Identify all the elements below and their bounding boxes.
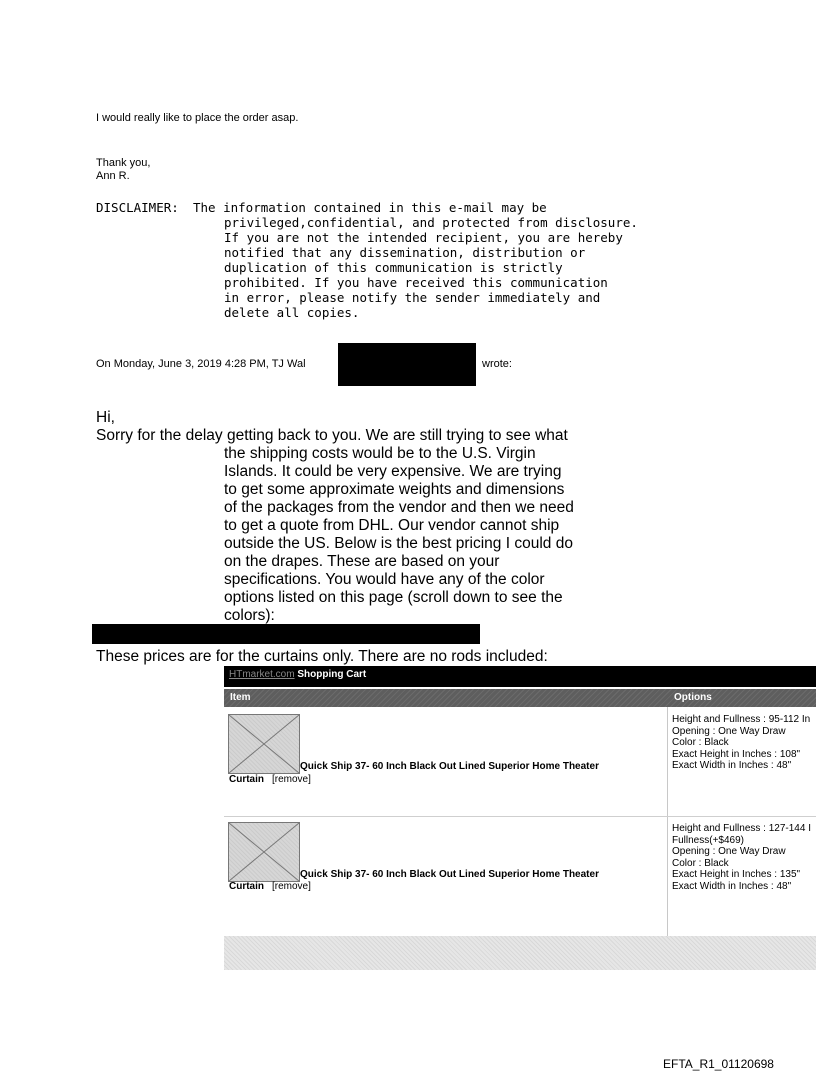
disclaimer-line: prohibited. If you have received this communication [224, 275, 608, 290]
body-line: to get some approximate weights and dimensions [224, 481, 565, 498]
sign-thanks: Thank you, [96, 157, 151, 169]
product-name[interactable]: Quick Ship 37- 60 Inch Black Out Lined Superior Home Theater [300, 869, 599, 880]
body-line: of the packages from the vendor and then we need [224, 499, 574, 516]
image-placeholder-icon [229, 715, 299, 773]
product-thumbnail[interactable] [228, 714, 300, 774]
body-line: to get a quote from DHL. Our vendor cannot ship [224, 517, 560, 534]
body-line: Sorry for the delay getting back to you. We are still trying to see what [96, 427, 568, 444]
col-options-header: Options [674, 692, 712, 703]
quote-header-suffix: wrote: [482, 358, 512, 370]
cart-title-text: Shopping Cart [297, 669, 367, 680]
option-line: Fullness(+$469) [672, 834, 744, 846]
option-line: Exact Height in Inches : 108" [672, 748, 801, 760]
redaction-box [92, 624, 480, 644]
option-line: Exact Width in Inches : 48" [672, 880, 792, 892]
product-thumbnail[interactable] [228, 822, 300, 882]
option-line: Height and Fullness : 127-144 I [672, 823, 811, 834]
body-line: colors): [224, 607, 275, 624]
body-line: on the drapes. These are based on your [224, 553, 500, 570]
disclaimer-line: delete all copies. [224, 305, 360, 320]
document-id: EFTA_R1_01120698 [663, 1057, 774, 1071]
disclaimer-line: in error, please notify the sender immediately and [224, 290, 601, 305]
disclaimer-line: notified that any dissemination, distribution or [224, 245, 586, 260]
cart-brand-link[interactable]: HTmarket.com [229, 669, 295, 680]
disclaimer-line: The information contained in this e-mail may be [193, 200, 547, 215]
cart-row [224, 707, 816, 817]
item-options [672, 714, 810, 772]
disclaimer-line: duplication of this communication is strictly [224, 260, 563, 275]
cart-column-header [224, 689, 816, 707]
body-line: options listed on this page (scroll down to see the [224, 589, 563, 606]
intro-line: I would really like to place the order asap. [96, 112, 299, 124]
option-line: Color : Black [672, 857, 729, 869]
option-line: Exact Height in Inches : 135" [672, 869, 801, 880]
remove-link[interactable]: [remove] [272, 774, 311, 785]
greeting: Hi, [96, 409, 115, 426]
disclaimer-label: DISCLAIMER: [96, 200, 179, 215]
option-line: Color : Black [672, 737, 729, 748]
disclaimer-line: If you are not the intended recipient, you are hereby [224, 230, 623, 245]
body-line: outside the US. Below is the best pricing I could do [224, 535, 573, 552]
product-name-cont[interactable]: Curtain [229, 774, 264, 785]
cart-row [224, 817, 816, 936]
option-line: Opening : One Way Draw [672, 846, 786, 857]
option-line: Height and Fullness : 95-112 In [672, 714, 811, 725]
body-line: the shipping costs would be to the U.S. Virgin [224, 445, 536, 462]
cart-header-bar [224, 666, 816, 687]
prices-note: These prices are for the curtains only. There are no rods included: [96, 648, 548, 665]
product-name[interactable]: Quick Ship 37- 60 Inch Black Out Lined Superior Home Theater [300, 761, 599, 772]
quote-header-prefix: On Monday, June 3, 2019 4:28 PM, TJ Wal [96, 358, 306, 370]
item-options [672, 823, 811, 892]
product-name-cont[interactable]: Curtain [229, 881, 264, 892]
option-line: Opening : One Way Draw [672, 725, 786, 737]
body-line: Islands. It could be very expensive. We are trying [224, 463, 562, 480]
sign-name: Ann R. [96, 170, 130, 182]
redaction-box [338, 343, 476, 386]
col-item-header: Item [230, 692, 251, 703]
option-line: Exact Width in Inches : 48" [672, 760, 792, 771]
image-placeholder-icon [229, 823, 299, 881]
body-line: specifications. You would have any of the color [224, 571, 545, 588]
cart-title [229, 669, 366, 680]
remove-link[interactable]: [remove] [272, 881, 311, 892]
disclaimer-line: privileged,confidential, and protected from disclosure. [224, 215, 638, 230]
cart-footer-band [224, 936, 816, 970]
